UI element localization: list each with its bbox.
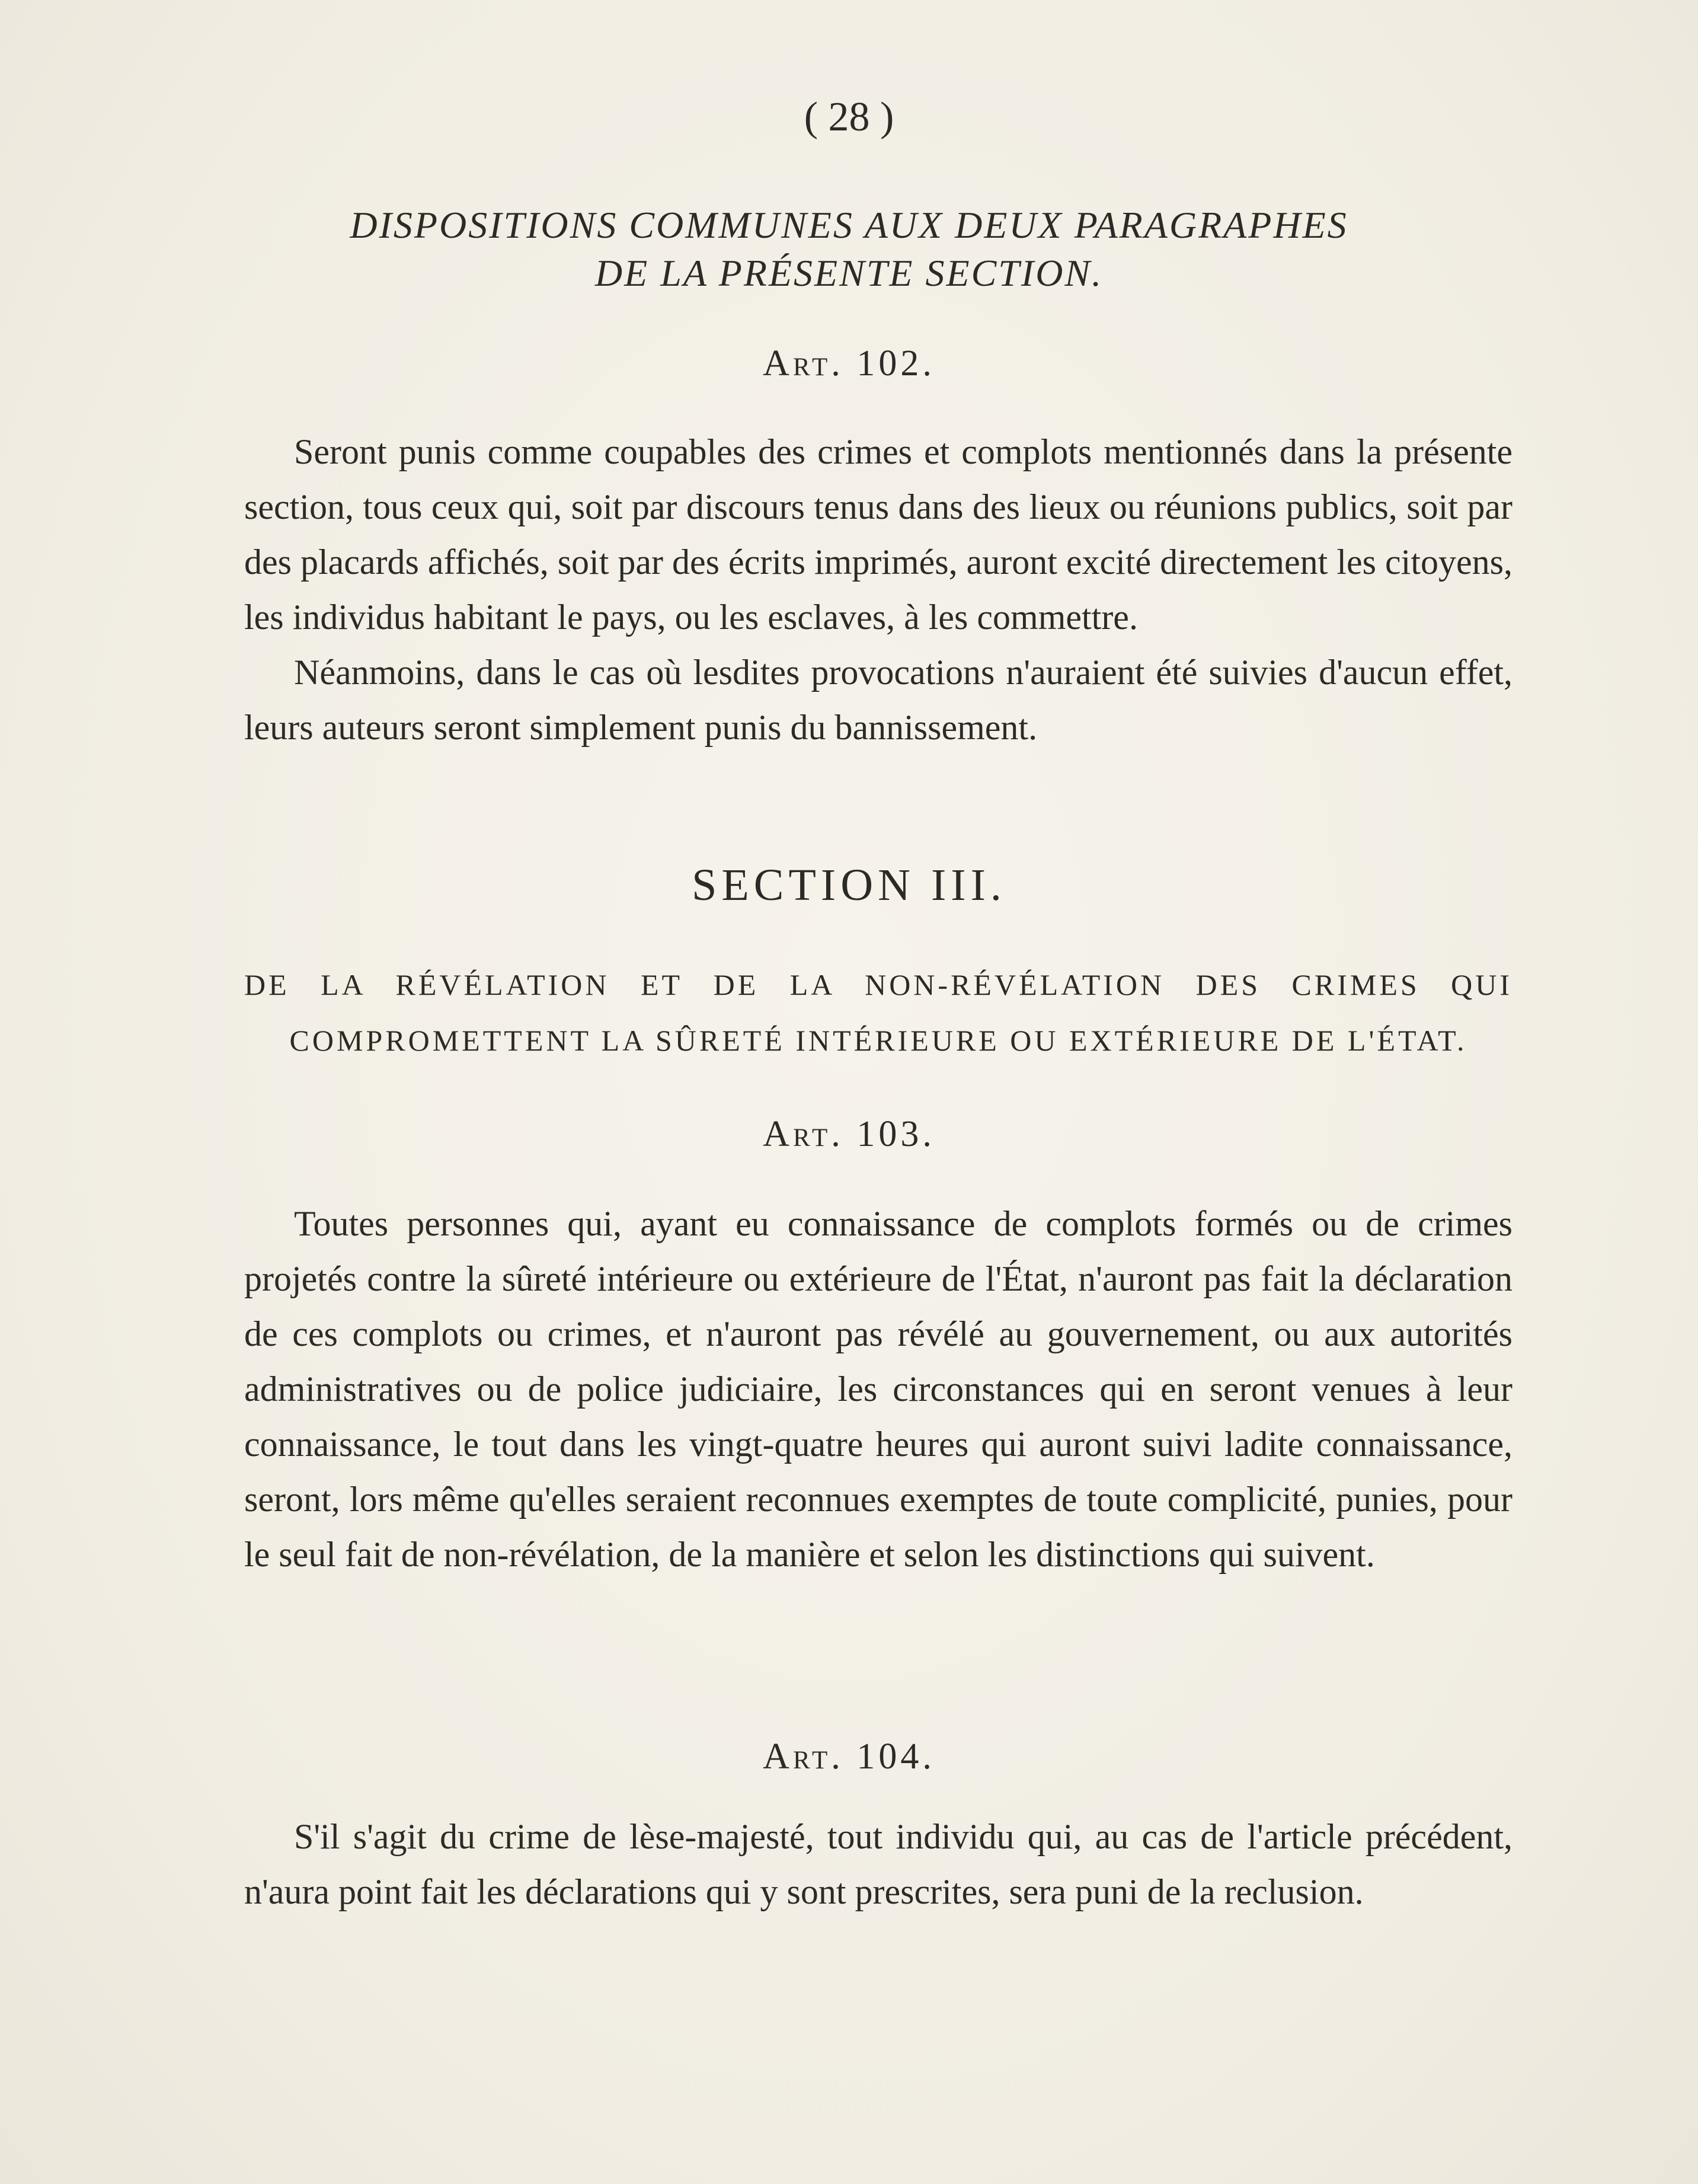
heading-line-1: DISPOSITIONS COMMUNES AUX DEUX PARAGRAPHES [350,204,1348,246]
heading-line-2: DE LA PRÉSENTE SECTION. [594,252,1104,294]
article-label: Art. [763,1736,844,1777]
article-102-heading [0,343,1698,385]
section-title: SECTION III. [692,860,1006,910]
article-label: Art. [763,343,844,384]
article-103-body [244,1196,1512,1582]
article-103-paragraph: Toutes personnes qui, ayant eu connaissance de complots formés ou de crimes projetés contre la sûreté intérieure ou extérieure de l'État, n'auront pas fait la déclaration de ces complots ou crimes, et n'auront pas révélé au gouvernement, ou aux autorités administratives ou de police judiciaire, les circonstances qui en seront venues à leur connaissance, le tout dans les vingt-quatre heures qui auront suivi ladite connaissance, seront, lors même qu'elles seraient reconnues exemptes de toute complicité, punies, pour le seul fait de non-révélation, de la manière et selon les distinctions qui suivent. [244,1204,1512,1574]
page-number: ( 28 ) [804,94,894,140]
article-number: 104. [856,1736,935,1777]
article-102-body [244,424,1512,755]
article-102-paragraph-2: Néanmoins, dans le cas où lesdites provocations n'auraient été suivies d'aucun effet, leurs auteurs seront simplement punis du bannissement. [244,653,1512,747]
section-subtitle-line-1: DE LA RÉVÉLATION ET DE LA NON-RÉVÉLATION DES CRIMES QUI [244,968,1512,1001]
article-label: Art. [763,1114,844,1154]
article-103-heading [0,1113,1698,1155]
section-subtitle [244,957,1512,1068]
article-104-heading [0,1736,1698,1778]
article-102-paragraph-1: Seront punis comme coupables des crimes et complots mentionnés dans la présente section, tous ceux qui, soit par discours tenus dans des lieux ou réunions publics, soit par des placards affichés, soit par des écrits imprimés, auront excité directement les citoyens, les individus habitant le pays, ou les esclaves, à les commettre. [244,432,1512,637]
article-number: 103. [856,1114,935,1154]
article-number: 102. [856,343,935,384]
article-104-body [244,1809,1512,1920]
section-subtitle-line-2: COMPROMETTENT LA SÛRETÉ INTÉRIEURE OU EXTÉRIEURE DE L'ÉTAT. [289,1024,1467,1057]
article-104-paragraph: S'il s'agit du crime de lèse-majesté, tout individu qui, au cas de l'article précédent, n'aura point fait les déclarations qui y sont prescrites, sera puni de la reclusion. [244,1817,1512,1911]
